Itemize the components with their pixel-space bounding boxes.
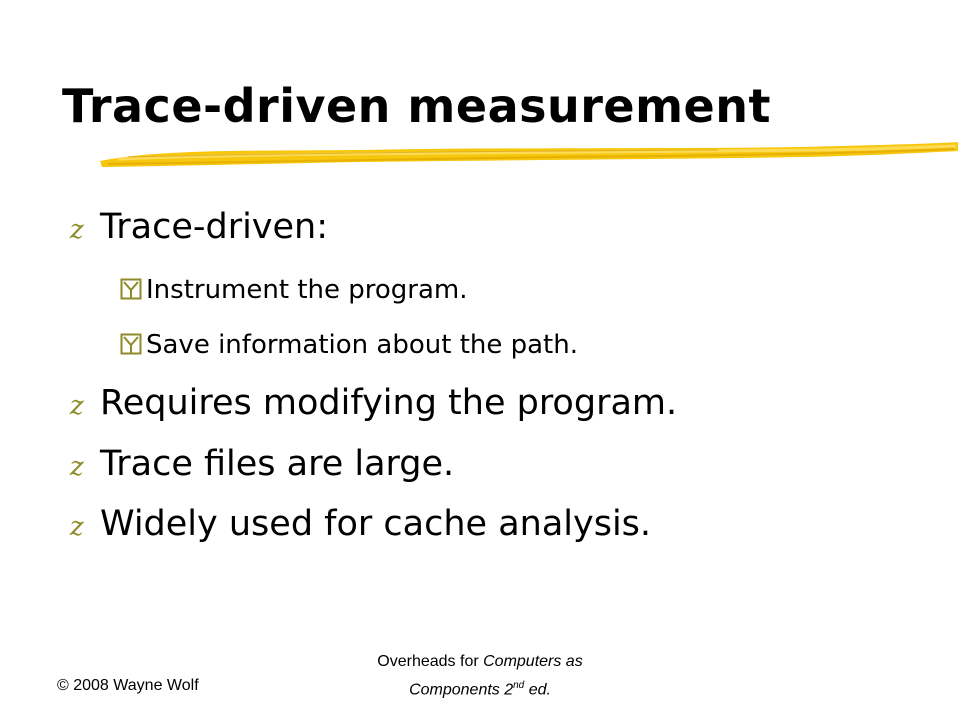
edition-suffix: ed.	[524, 681, 551, 699]
sub-bullet-item	[120, 273, 468, 307]
bullet-text: Requires modifying the program.	[100, 383, 678, 423]
book-footer	[350, 650, 610, 702]
checkbox-icon	[120, 278, 146, 302]
bullet-text: Trace files are large.	[100, 444, 455, 484]
bullet-marker-icon: z	[70, 391, 84, 421]
checkbox-icon	[120, 333, 146, 357]
bullet-item	[70, 381, 677, 428]
bullet-item	[70, 442, 454, 489]
book-footer-line-1	[350, 650, 610, 674]
bullet-marker-icon: z	[70, 452, 84, 482]
slide-title: Trace-driven measurement	[62, 79, 771, 133]
bullet-text: Widely used for cache analysis.	[100, 504, 652, 544]
bullet-item	[70, 205, 328, 252]
sub-bullet-text: Instrument the program.	[146, 275, 468, 305]
edition-superscript: nd	[513, 680, 525, 691]
book-prefix: Overheads for	[377, 653, 484, 670]
bullet-item	[70, 502, 651, 549]
book-footer-line-2	[350, 674, 610, 702]
bullet-marker-icon: z	[70, 215, 84, 245]
book-title-a: Computers as	[483, 653, 583, 670]
bullet-marker-icon: z	[70, 512, 84, 542]
bullet-text: Trace-driven:	[100, 207, 329, 247]
copyright-footer: © 2008 Wayne Wolf	[57, 677, 199, 694]
book-title-b: Components 2	[409, 681, 514, 699]
sub-bullet-item	[120, 328, 578, 362]
sub-bullet-text: Save information about the path.	[146, 330, 578, 360]
